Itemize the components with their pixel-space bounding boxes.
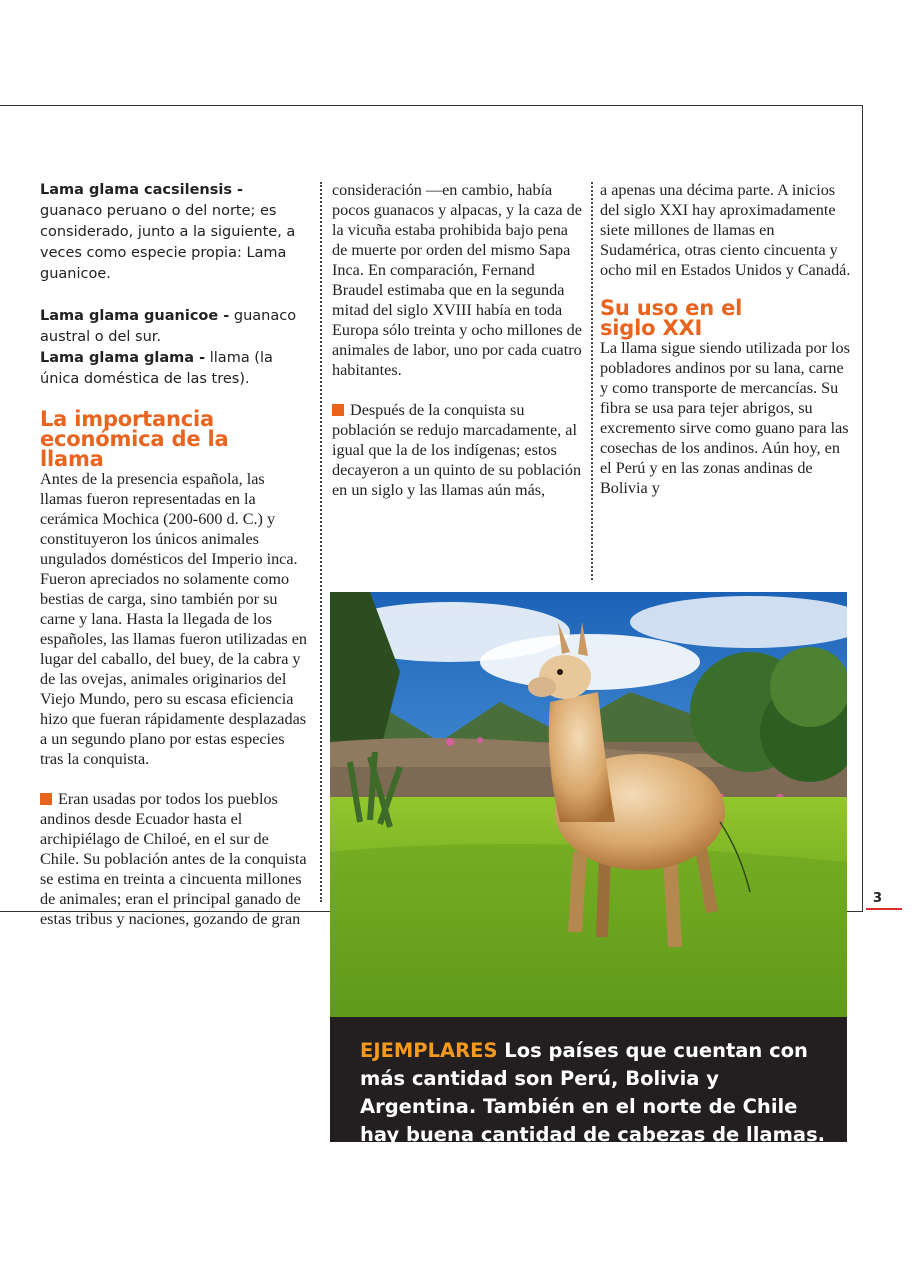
paragraph: Antes de la presencia española, las llamas fueron representadas en la cerámica Mochica (200-600 d. C.) y constituyeron los únicos animales ungulados domésticos del Imperio inca. Fueron apreciados no solamente como bestias de carga, sino también por su carne y lana. Hasta la llegada de los españoles, las llamas fueron utilizadas en lugar del caballo, del buey, de la cabra y de las ovejas, animales originarios del Viejo Mundo, pero su escasa eficiencia hizo que fueran rápidamente desplazadas a un segundo plano por estas especies tras la conquista. [40, 470, 308, 768]
page-number: 3 [873, 891, 883, 906]
subspecies-name: Lama glama guanicoe - [40, 308, 230, 324]
column-3 [600, 180, 852, 498]
column-divider [591, 182, 593, 580]
paragraph [332, 400, 587, 500]
orange-square-icon [332, 404, 344, 416]
column-1 [40, 180, 308, 929]
subspecies-name: Lama glama cacsilensis - [40, 182, 244, 198]
column-2 [332, 180, 587, 500]
subspecies-guanicoe [40, 306, 308, 348]
subspecies-desc: guanaco austral o del sur. [40, 308, 297, 345]
paragraph: La llama sigue siendo utilizada por los pobladores andinos por su lana, carne y como transporte de mercancías. Su fibra se usa para tejer abrigos, su excremento sirve como guano para las cosechas de los andinos. Aún hoy, en el Perú y en las zonas andinas de Bolivia y [600, 339, 850, 497]
llama-photo [330, 592, 847, 1017]
subspecies-desc: guanaco peruano o del norte; es considerado, junto a la siguiente, a veces como especie propia: Lama guanicoe. [40, 203, 296, 282]
subspecies-cacsilensis [40, 180, 308, 285]
subspecies-glama [40, 348, 308, 390]
paragraph-text: Eran usadas por todos los pueblos andinos desde Ecuador hasta el archipiélago de Chiloé, en el sur de Chile. Su población antes de la conquista se estima en treinta a cincuenta millones de animales; eran el principal ganado de estas tribus y naciones, gozando de gran [40, 790, 307, 928]
subspecies-desc: llama (la única doméstica de las tres). [40, 350, 273, 387]
page-number-rule [866, 908, 902, 910]
section-heading-economica: La importancia económica de la llama [40, 407, 229, 471]
paragraph [40, 789, 308, 929]
column-1-body [40, 469, 308, 929]
paragraph: consideración —en cambio, había pocos guanacos y alpacas, y la caza de la vicuña estaba prohibida bajo pena de muerte por orden del mismo Sapa Inca. En comparación, Fernand Braudel estimaba que en la segunda mitad del siglo XVIII había en toda Europa sólo treinta y ocho millones de animales de labor, uno por cada cuatro habitantes. [332, 181, 582, 379]
subspecies-list [40, 180, 308, 390]
caption-body: Los países que cuentan con más cantidad son Perú, Bolivia y Argentina. También en el norte de Chile hay buena cantidad de cabezas de llamas. [360, 1039, 826, 1146]
column-divider [320, 182, 322, 902]
caption-lead: EJEMPLARES [360, 1039, 498, 1062]
section-heading-uso: Su uso en el siglo XXI [600, 296, 743, 340]
caption-text [360, 1037, 830, 1149]
paragraph-text: Después de la conquista su población se redujo marcadamente, al igual que la de los indígenas; estos decayeron a un quinto de su población en un siglo y las llamas aún más, [332, 401, 582, 499]
subspecies-name: Lama glama glama - [40, 350, 206, 366]
photo-caption [330, 1017, 847, 1146]
paragraph: a apenas una décima parte. A inicios del siglo XXI hay aproximadamente siete millones de llamas en Sudamérica, otras ciento cincuenta y ocho mil en Estados Unidos y Canadá. [600, 181, 851, 279]
orange-square-icon [40, 793, 52, 805]
